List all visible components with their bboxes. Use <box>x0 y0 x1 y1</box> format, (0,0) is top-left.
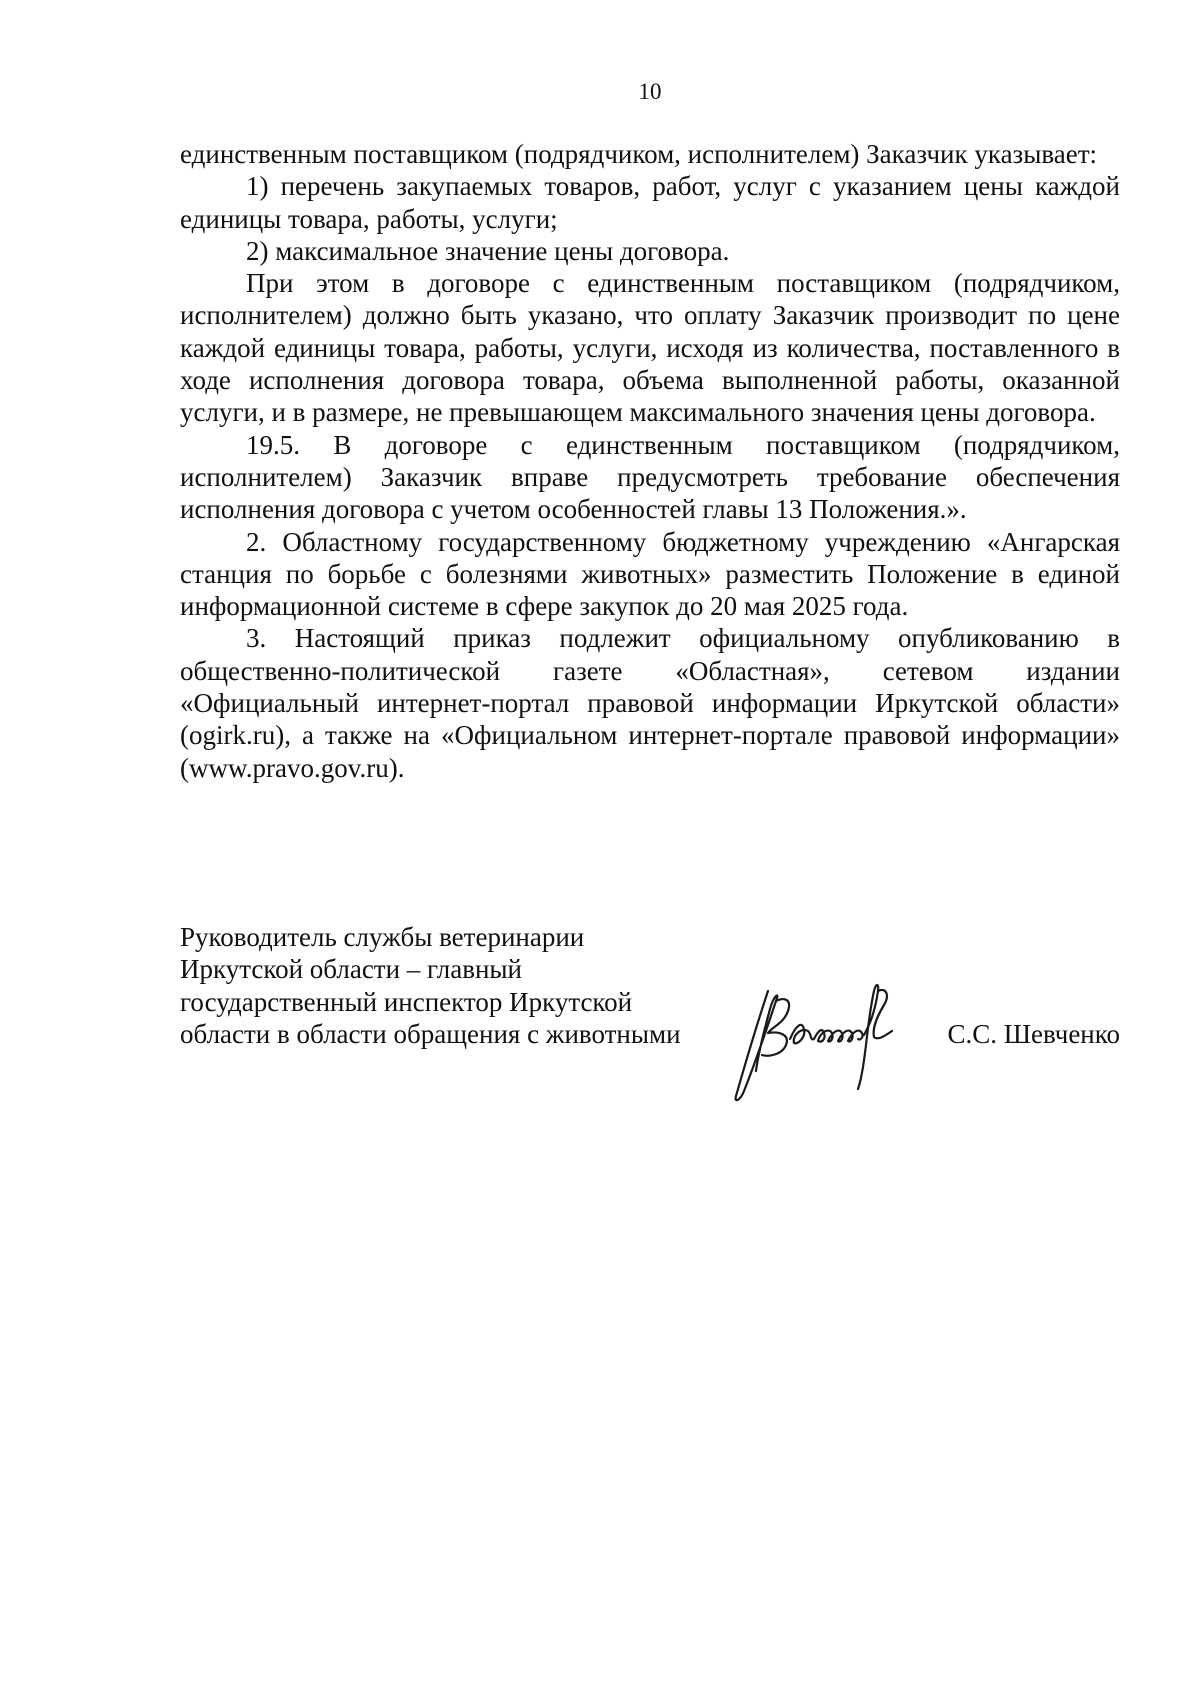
signature-block <box>180 921 1120 1050</box>
paragraph-item-3: 3. Настоящий приказ подлежит официальному опубликованию в общественно-политической газете «Областная», сетевом издании «Официальный интернет-портал правовой информации Иркутской области» (ogirk.ru), а также на «Официальном интернет-портале правовой информации» (www.pravo.gov.ru). <box>180 623 1120 783</box>
list-item-max-price: 2) максимальное значение цены договора. <box>246 235 730 266</box>
list-item-price-list: 1) перечень закупаемых товаров, работ, услуг с указанием цены каждой единицы товара, работы, услуги; <box>180 171 1120 234</box>
signatory-title-line: области в области обращения с животными <box>180 1018 681 1049</box>
signatory-title-line: Иркутской области – главный <box>180 954 522 985</box>
page-number: 10 <box>638 79 662 104</box>
signatory-name: С.С. Шевченко <box>947 1018 1120 1049</box>
handwritten-signature <box>728 961 928 1111</box>
document-body <box>180 138 1120 784</box>
signatory-title-line: государственный инспектор Иркутской <box>180 986 633 1017</box>
paragraph-clause-19-5: 19.5. В договоре с единственным поставщиком (подрядчиком, исполнителем) Заказчик вправе предусмотреть требование обеспечения исполнения договора с учетом особенностей главы 13 Положения.». <box>180 429 1120 525</box>
signatory-title-line: Руководитель службы ветеринарии <box>180 922 585 952</box>
paragraph-payment-terms: При этом в договоре с единственным поставщиком (подрядчиком, исполнителем) должно быть указано, что оплату Заказчик производит по цене каждой единицы товара, работы, услуги, исходя из количества, поставленного в ходе исполнения договора товара, объема выполненной работы, оказанной услуги, и в размере, не превышающем максимального значения цены договора. <box>180 268 1120 428</box>
paragraph-item-2: 2. Областному государственному бюджетному учреждению «Ангарская станция по борьбе с болезнями животных» разместить Положение в единой информационной системе в сфере закупок до 20 мая 2025 года. <box>180 526 1120 622</box>
paragraph-continuation: единственным поставщиком (подрядчиком, исполнителем) Заказчик указывает: <box>180 139 1098 169</box>
